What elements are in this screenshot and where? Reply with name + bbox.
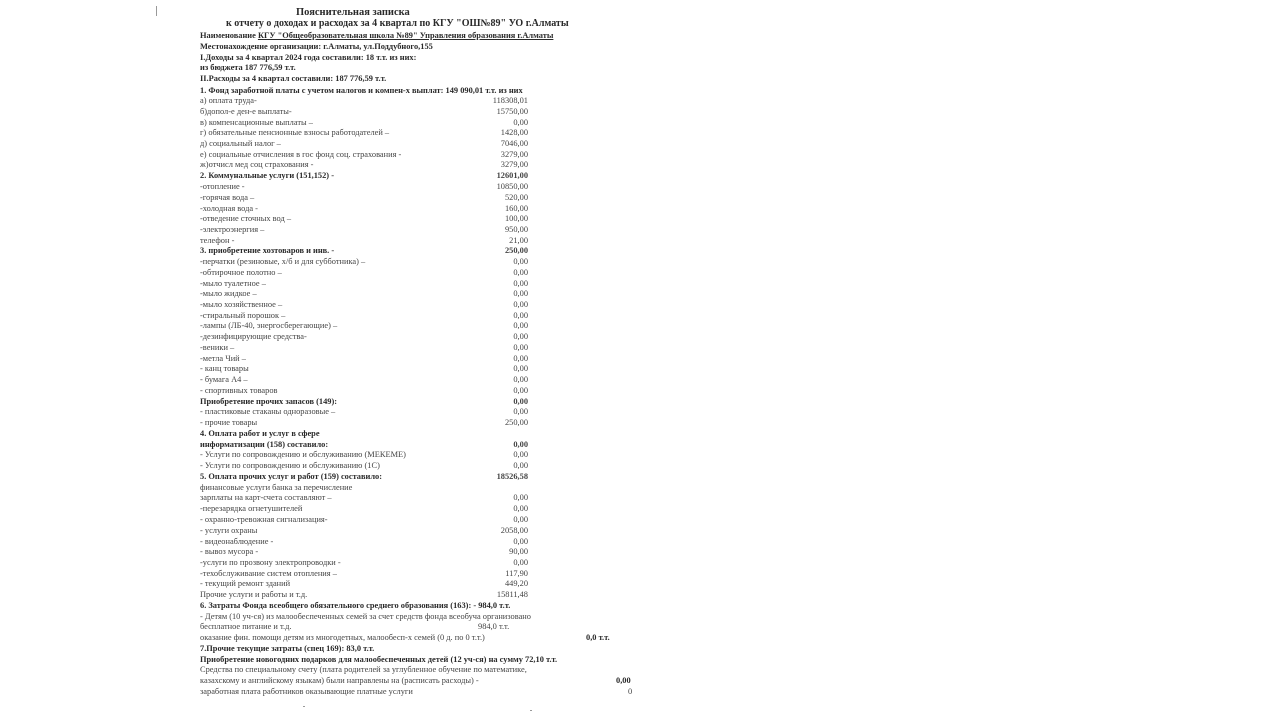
supplies-item-value: 0,00 <box>513 343 528 352</box>
utilities-title: 2. Коммунальные услуги (151,152) - <box>200 171 334 180</box>
other-stock-title: Приобретение прочих запасов (149): <box>200 397 338 406</box>
section6-line3: оказание фин. помощи детям из многодетных, малообесп-х семей (0 д. по 0 т.т.) <box>200 633 485 642</box>
other-stock-item-value: 250,00 <box>504 418 528 427</box>
supplies-item-value: 0,00 <box>513 279 528 288</box>
it-services-title: 4. Оплата работ и услуг в сфере <box>200 429 320 438</box>
org-row <box>200 31 553 41</box>
supplies-item-value: 0,00 <box>513 289 528 298</box>
doc-subtitle: к отчету о доходах и расходах за 4 квартал по КГУ "ОШ№89" УО г.Алматы <box>226 18 569 29</box>
section7-salary: заработная плата работников оказывающие платные услуги <box>200 687 413 696</box>
other-stock-item-label: - пластиковые стаканы одноразовые – <box>200 407 336 416</box>
section7-special-1: Средства по специальному счету (плата родителей за углубленное обучение по математике, <box>200 665 527 674</box>
other-services-item-label: - видеонаблюдение - <box>200 537 274 546</box>
other-services-item-label: - охранно-тревожная сигнализация- <box>200 515 328 524</box>
section7-special-2: казахскому и английскому языкам) были направлены на (расписать расходы) - <box>200 676 479 685</box>
scan-mark <box>156 6 157 16</box>
payroll-item-label: г) обязательные пенсионные взносы работодателей – <box>200 128 390 137</box>
it-services-item-value: 0,00 <box>513 461 528 470</box>
utilities-item-label: -электроэнергия – <box>200 225 265 234</box>
supplies-item-value: 0,00 <box>513 268 528 277</box>
it-services-item-label: - Услуги по сопровождению и обслуживанию (МЕКЕМЕ) <box>200 450 406 459</box>
utilities-item-value: 100,00 <box>504 214 528 223</box>
other-services-item-value: 15811,48 <box>496 590 528 599</box>
supplies-total: 250,00 <box>504 246 528 255</box>
utilities-item-value: 520,00 <box>504 193 528 202</box>
other-services-item-value: 90,00 <box>509 547 528 556</box>
payroll-item-value: 118308,01 <box>492 96 528 105</box>
expenses-line: II.Расходы за 4 квартал составили: 187 776,59 т.т. <box>200 74 387 83</box>
section6-line2a: бесплатное питание и т.д. <box>200 622 292 631</box>
supplies-item-label: -лампы (ЛБ-40, энергосберегающие) – <box>200 321 338 330</box>
other-services-item-label: зарплаты на карт-счета составляют – <box>200 493 332 502</box>
other-services-item-value: 0,00 <box>513 515 528 524</box>
section7-salary-value: 0 <box>628 687 633 696</box>
supplies-item-label: - спортивных товаров <box>200 386 278 395</box>
payroll-item-label: е) социальные отчисления в гос фонд соц. страхования - <box>200 150 402 159</box>
utilities-item-label: -холодная вода - <box>200 204 258 213</box>
payroll-item-value: 3279,00 <box>500 160 528 169</box>
other-stock-item-value: 0,00 <box>513 407 528 416</box>
location: Местонахождение организации: г.Алматы, ул.Поддубного,155 <box>200 42 433 51</box>
utilities-item-label: телефон - <box>200 236 235 245</box>
payroll-line: 1. Фонд заработной платы с учетом налогов и компен-х выплат: 149 090,01 т.т. из них <box>200 86 523 95</box>
it-services-title-2: информатизации (158) составило: <box>200 440 329 449</box>
other-services-item-value: 0,00 <box>513 504 528 513</box>
other-services-item-label: -техобслуживание систем отопления – <box>200 569 337 578</box>
supplies-item-value: 0,00 <box>513 321 528 330</box>
utilities-item-value: 21,00 <box>509 236 528 245</box>
supplies-item-label: -метла Чий – <box>200 354 246 363</box>
payroll-item-value: 7046,00 <box>500 139 528 148</box>
other-services-item-value: 117,90 <box>505 569 528 578</box>
supplies-item-value: 0,00 <box>513 332 528 341</box>
scan-mark <box>303 706 305 707</box>
it-services-item-label: - Услуги по сопровождению и обслуживанию (1С) <box>200 461 380 470</box>
payroll-item-value: 15750,00 <box>496 107 528 116</box>
supplies-item-value: 0,00 <box>513 364 528 373</box>
supplies-item-value: 0,00 <box>513 386 528 395</box>
utilities-item-value: 160,00 <box>504 204 528 213</box>
other-services-item-label: - услуги охраны <box>200 526 258 535</box>
utilities-item-label: -горячая вода – <box>200 193 255 202</box>
utilities-item-label: -отопление - <box>200 182 245 191</box>
other-services-item-label: - текущий ремонт зданий <box>200 579 291 588</box>
other-services-item-value: 0,00 <box>513 558 528 567</box>
payroll-item-value: 0,00 <box>513 118 528 127</box>
it-services-item-value: 0,00 <box>513 450 528 459</box>
supplies-item-value: 0,00 <box>513 311 528 320</box>
it-services-total: 0,00 <box>513 440 528 449</box>
income-budget: из бюджета 187 776,59 т.т. <box>200 63 296 72</box>
payroll-item-value: 1428,00 <box>500 128 528 137</box>
supplies-item-label: - канц товары <box>200 364 249 373</box>
supplies-item-value: 0,00 <box>513 375 528 384</box>
other-services-item-label: Прочие услуги и работы и т.д. <box>200 590 308 599</box>
doc-title: Пояснительная записка <box>296 7 410 18</box>
section7-title: 7.Прочие текущие затраты (спец 169): 83,0 т.т. <box>200 644 375 653</box>
org-label: Наименование <box>200 31 256 40</box>
other-services-item-label: - вывоз мусора - <box>200 547 259 556</box>
other-services-item-value: 0,00 <box>513 493 528 502</box>
supplies-item-label: -веники – <box>200 343 235 352</box>
supplies-title: 3. приобретение хозтоваров и инв. - <box>200 246 335 255</box>
supplies-item-label: -мыло хозяйственное – <box>200 300 283 309</box>
other-services-note: финансовые услуги банка за перечисление <box>200 483 353 492</box>
other-services-item-label: -перезарядка огнетушителей <box>200 504 303 513</box>
supplies-item-value: 0,00 <box>513 354 528 363</box>
section6-line2b: 984,0 т.т. <box>478 622 510 631</box>
section6-line3-value: 0,0 т.т. <box>586 633 610 642</box>
supplies-item-value: 0,00 <box>513 300 528 309</box>
payroll-item-label: ж)отчисл мед соц страхования - <box>200 160 314 169</box>
supplies-item-label: -стиральный порошок – <box>200 311 286 320</box>
payroll-item-label: б)допол-е ден-е выплаты- <box>200 107 292 116</box>
supplies-item-label: - бумага А4 – <box>200 375 248 384</box>
section6-line1: - Детям (10 уч-ся) из малообеспеченных семей за счет средств фонда всеобуча организовано <box>200 612 531 621</box>
payroll-item-label: в) компенсационные выплаты – <box>200 118 313 127</box>
utilities-item-value: 950,00 <box>504 225 528 234</box>
section7-special-value: 0,00 <box>616 676 631 685</box>
utilities-total: 12601,00 <box>496 171 528 180</box>
other-stock-item-label: - прочие товары <box>200 418 258 427</box>
other-services-item-value: 2058,00 <box>500 526 528 535</box>
scan-mark <box>530 710 532 711</box>
utilities-item-value: 10850,00 <box>496 182 528 191</box>
payroll-item-label: д) социальный налог – <box>200 139 281 148</box>
utilities-item-label: -отведение сточных вод – <box>200 214 292 223</box>
supplies-item-label: -мыло туалетное – <box>200 279 266 288</box>
other-services-title: 5. Оплата прочих услуг и работ (159) составило: <box>200 472 383 481</box>
payroll-item-value: 3279,00 <box>500 150 528 159</box>
supplies-item-value: 0,00 <box>513 257 528 266</box>
section6-title: 6. Затраты Фонда всеобщего обязательного среднего образования (163): - 984,0 т.т. <box>200 601 511 610</box>
supplies-item-label: -обтирочное полотно – <box>200 268 282 277</box>
other-services-item-label: -услуги по прозвону электропроводки - <box>200 558 341 567</box>
other-services-item-value: 449,20 <box>504 579 528 588</box>
supplies-item-label: -перчатки (резиновые, х/б и для субботника) – <box>200 257 366 266</box>
supplies-item-label: -мыло жидкое – <box>200 289 257 298</box>
org-name: КГУ "Общеобразовательная школа №89" Управления образования г.Алматы <box>257 31 554 40</box>
income-line: I.Доходы за 4 квартал 2024 года составили: 18 т.т. из них: <box>200 53 417 62</box>
other-stock-total: 0,00 <box>513 397 528 406</box>
supplies-item-label: -дезинфицирующие средства- <box>200 332 307 341</box>
payroll-item-label: а) оплата труда- <box>200 96 257 105</box>
section7-gifts: Приобретение новогодних подарков для малообеспеченных детей (12 уч-ся) на сумму 72,10 т.т. <box>200 655 558 664</box>
other-services-total: 18526,58 <box>496 472 528 481</box>
other-services-item-value: 0,00 <box>513 537 528 546</box>
